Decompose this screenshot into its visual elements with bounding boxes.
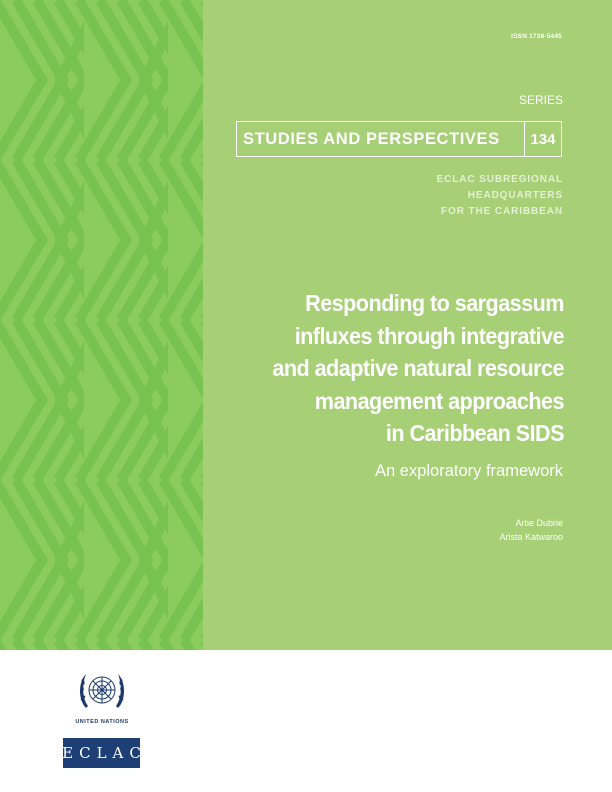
- issn-number: ISSN 1728-5445: [511, 33, 562, 40]
- headquarters-label: [437, 172, 563, 220]
- un-emblem-icon: [74, 668, 130, 716]
- author-name: Arista Katwaroo: [499, 531, 563, 542]
- hq-line: HEADQUARTERS: [467, 190, 563, 201]
- title-line: Responding to sargassum: [305, 290, 564, 316]
- document-title: [272, 287, 564, 450]
- hq-line: ECLAC SUBREGIONAL: [436, 174, 563, 185]
- series-banner: [236, 121, 562, 157]
- authors: [499, 517, 563, 544]
- eclac-logo: [62, 738, 147, 768]
- un-label: UNITED NATIONS: [75, 719, 129, 725]
- title-line: influxes through integrative: [294, 322, 564, 349]
- series-label: SERIES: [518, 93, 563, 107]
- document-subtitle: An exploratory framework: [375, 462, 563, 480]
- series-title: STUDIES AND PERSPECTIVES: [243, 129, 500, 148]
- eclac-logo-text: ECLAC: [62, 744, 147, 762]
- title-line: and adaptive natural resource: [272, 355, 564, 381]
- title-line: management approaches: [314, 387, 564, 414]
- author-name: Artie Dubrie: [515, 518, 563, 528]
- series-number: 134: [524, 122, 561, 156]
- title-line: in Caribbean SIDS: [385, 420, 564, 446]
- hq-line: FOR THE CARIBBEAN: [441, 206, 563, 217]
- chevron-pattern: [0, 0, 203, 650]
